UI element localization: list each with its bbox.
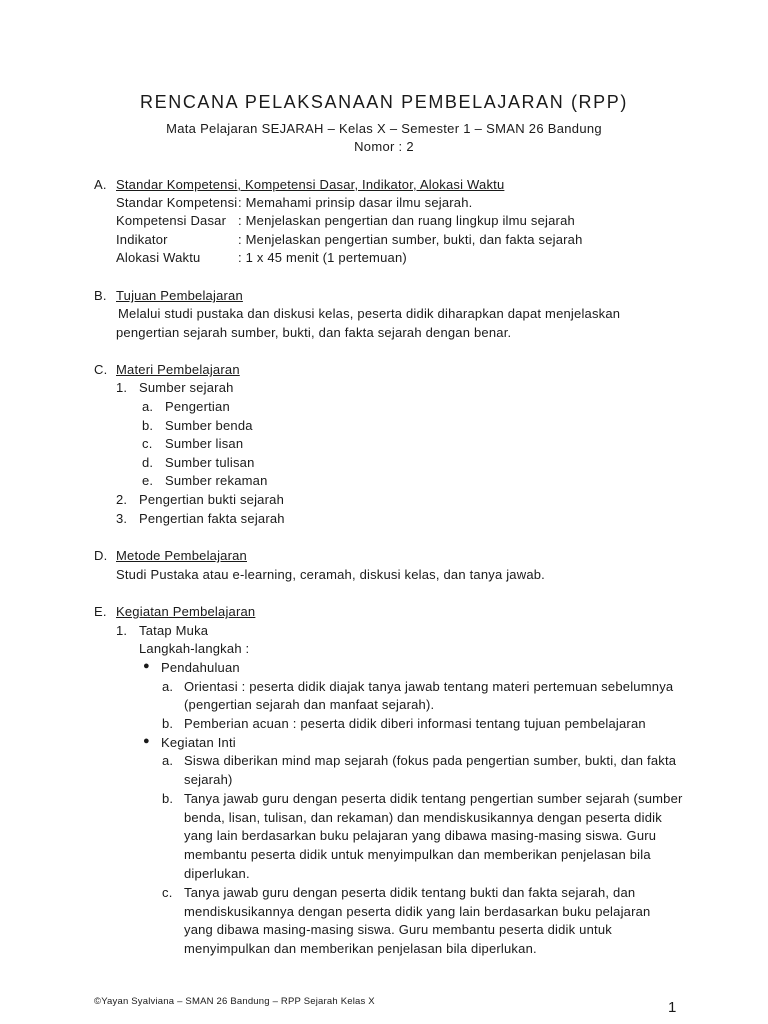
inti-b-letter: b. (162, 791, 174, 806)
section-c-heading: Materi Pembelajaran (116, 362, 240, 377)
sk-label: Standar Kompetensi (116, 195, 238, 210)
section-e-heading: Kegiatan Pembelajaran (116, 604, 256, 619)
page-title: RENCANA PELAKSANAAN PEMBELAJARAN (RPP) (140, 92, 628, 112)
inti-b-line-3: yang lain berdasarkan buku pelajaran yang dibawa masing-masing siswa. Guru (184, 828, 657, 843)
langkah-label: Langkah-langkah : (139, 641, 250, 656)
section-a-heading: Standar Kompetensi, Kompetensi Dasar, Indikator, Alokasi Waktu (116, 177, 505, 192)
tujuan-line-1: Melalui studi pustaka dan diskusi kelas, peserta didik diharapkan dapat menjelaskan (118, 306, 621, 321)
materi-sub-e: Sumber rekaman (165, 473, 268, 488)
bullet-icon: ● (143, 735, 150, 747)
pend-b-letter: b. (162, 716, 174, 731)
pendahuluan-label: Pendahuluan (161, 660, 240, 675)
materi-item-2: Pengertian bukti sejarah (139, 492, 285, 507)
section-a-letter: A. (94, 177, 107, 192)
materi-sub-b: Sumber benda (165, 418, 253, 433)
sk-value: : Memahami prinsip dasar ilmu sejarah. (238, 195, 473, 210)
inti-a-letter: a. (162, 753, 174, 768)
page-number: 1 (668, 999, 677, 1016)
materi-sub-a-letter: a. (142, 399, 154, 414)
inti-a-line-1: Siswa diberikan mind map sejarah (fokus pada pengertian sumber, bukti, dan fakta (184, 753, 677, 768)
materi-sub-c: Sumber lisan (165, 436, 244, 451)
pend-a-line-1: Orientasi : peserta didik diajak tanya jawab tentang materi pertemuan sebelumnya (184, 679, 674, 694)
pend-b-line-1: Pemberian acuan : peserta didik diberi informasi tentang tujuan pembelajaran (184, 716, 646, 731)
inti-c-line-2: mendiskusikannya dengan peserta didik yang lain berdasarkan buku pelajaran (184, 904, 651, 919)
section-c-letter: C. (94, 362, 108, 377)
materi-item-2-num: 2. (116, 492, 128, 507)
inti-c-line-3: yang dibawa masing-masing siswa. Guru membantu peserta didik untuk (184, 922, 612, 937)
kegiatan-item-1: Tatap Muka (139, 623, 209, 638)
materi-item-3: Pengertian fakta sejarah (139, 511, 285, 526)
subtitle: Mata Pelajaran SEJARAH – Kelas X – Semester 1 – SMAN 26 Bandung (166, 121, 602, 136)
section-b-letter: B. (94, 288, 107, 303)
kegiatan-item-1-num: 1. (116, 623, 128, 638)
inti-c-line-4: menyimpulkan dan memberikan penjelasan bila diperlukan. (184, 941, 537, 956)
kd-value: : Menjelaskan pengertian dan ruang lingkup ilmu sejarah (238, 213, 575, 228)
materi-item-1: Sumber sejarah (139, 380, 234, 395)
indikator-value: : Menjelaskan pengertian sumber, bukti, dan fakta sejarah (238, 232, 583, 247)
materi-sub-c-letter: c. (142, 436, 153, 451)
materi-sub-d: Sumber tulisan (165, 455, 255, 470)
section-b-heading: Tujuan Pembelajaran (116, 288, 243, 303)
materi-sub-d-letter: d. (142, 455, 154, 470)
materi-sub-e-letter: e. (142, 473, 154, 488)
bullet-icon: ● (143, 660, 150, 672)
section-e-letter: E. (94, 604, 107, 619)
inti-label: Kegiatan Inti (161, 735, 236, 750)
document-number: Nomor : 2 (354, 139, 414, 154)
kd-label: Kompetensi Dasar (116, 213, 227, 228)
inti-b-line-1: Tanya jawab guru dengan peserta didik tentang pengertian sumber sejarah (sumber (184, 791, 683, 806)
materi-item-1-num: 1. (116, 380, 128, 395)
footer-text: ©Yayan Syalviana – SMAN 26 Bandung – RPP Sejarah Kelas X (94, 996, 375, 1007)
section-d-heading: Metode Pembelajaran (116, 548, 247, 563)
pend-a-letter: a. (162, 679, 174, 694)
tujuan-line-2: pengertian sejarah sumber, bukti, dan fakta sejarah dengan benar. (116, 325, 512, 340)
pend-a-line-2: (pengertian sejarah dan manfaat sejarah). (184, 697, 435, 712)
inti-b-line-4: membantu peserta didik untuk menyimpulkan dan memberikan penjelasan bila (184, 847, 651, 862)
metode-text: Studi Pustaka atau e-learning, ceramah, diskusi kelas, dan tanya jawab. (116, 567, 545, 582)
inti-a-line-2: sejarah) (184, 772, 233, 787)
inti-b-line-5: diperlukan. (184, 866, 250, 881)
materi-sub-a: Pengertian (165, 399, 230, 414)
alokasi-value: : 1 x 45 menit (1 pertemuan) (238, 250, 407, 265)
inti-c-line-1: Tanya jawab guru dengan peserta didik tentang bukti dan fakta sejarah, dan (184, 885, 636, 900)
section-d-letter: D. (94, 548, 108, 563)
materi-sub-b-letter: b. (142, 418, 154, 433)
indikator-label: Indikator (116, 232, 168, 247)
alokasi-label: Alokasi Waktu (116, 250, 201, 265)
inti-c-letter: c. (162, 885, 173, 900)
inti-b-line-2: benda, lisan, tulisan, dan rekaman) dan mendiskusikannya dengan peserta didik (184, 810, 662, 825)
materi-item-3-num: 3. (116, 511, 128, 526)
